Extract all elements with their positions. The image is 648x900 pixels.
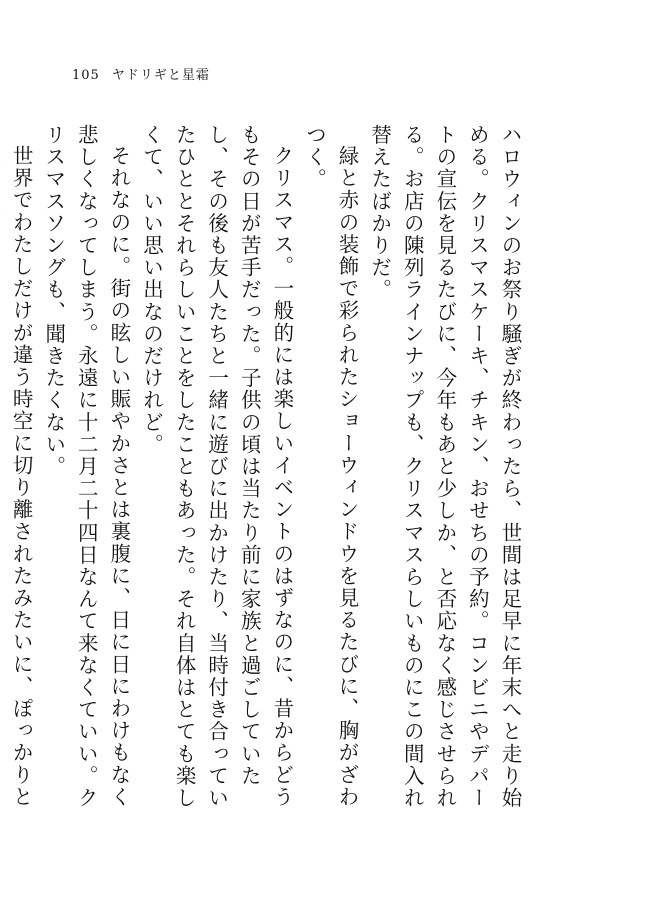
running-header bbox=[72, 64, 210, 83]
paragraph-3: クリスマス。一般的には楽しいイベントのはずなのに、昔からどうもその日が苦手だった。子供の頃は当たり前に家族と過ごしていたし、その後も友人たちと一緒に遊びに出かけたり、当時付き合っていたひととそれらしいことをしたこともあった。それ自体はとても楽しくて、いい思い出なのだけれど。 bbox=[139, 124, 294, 810]
paragraph-4: それなのに。街の眩しい賑やかさとは裏腹に、日に日にわけもなく悲しくなってしまう。永遠に十二月二十四日なんて来なくていい。クリスマスソングも、聞きたくない。 bbox=[41, 124, 131, 810]
page-number: 105 bbox=[72, 68, 100, 83]
chapter-title: ヤドリギと星霜 bbox=[111, 68, 210, 83]
paragraph-2: 緑と赤の装飾で彩られたショーウィンドウを見るたびに、胸がざわつく。 bbox=[302, 124, 360, 808]
body-text bbox=[9, 124, 526, 824]
paragraph-5: 世界でわたしだけが違う時空に切り離されたみたいに、ぽっかりと bbox=[9, 144, 34, 808]
paragraph-1: ハロウィンのお祭り騒ぎが終わったら、世間は足早に年末へと走り始める。クリスマスケーキ、チキン、おせちの予約。コンビニやデパートの宣伝を見るたびに、今年もあと少しか、と否応なく感じさせられる。お店の陳列ラインナップも、クリスマスらしいものにこの間入れ替えたばかりだ。 bbox=[367, 124, 522, 810]
